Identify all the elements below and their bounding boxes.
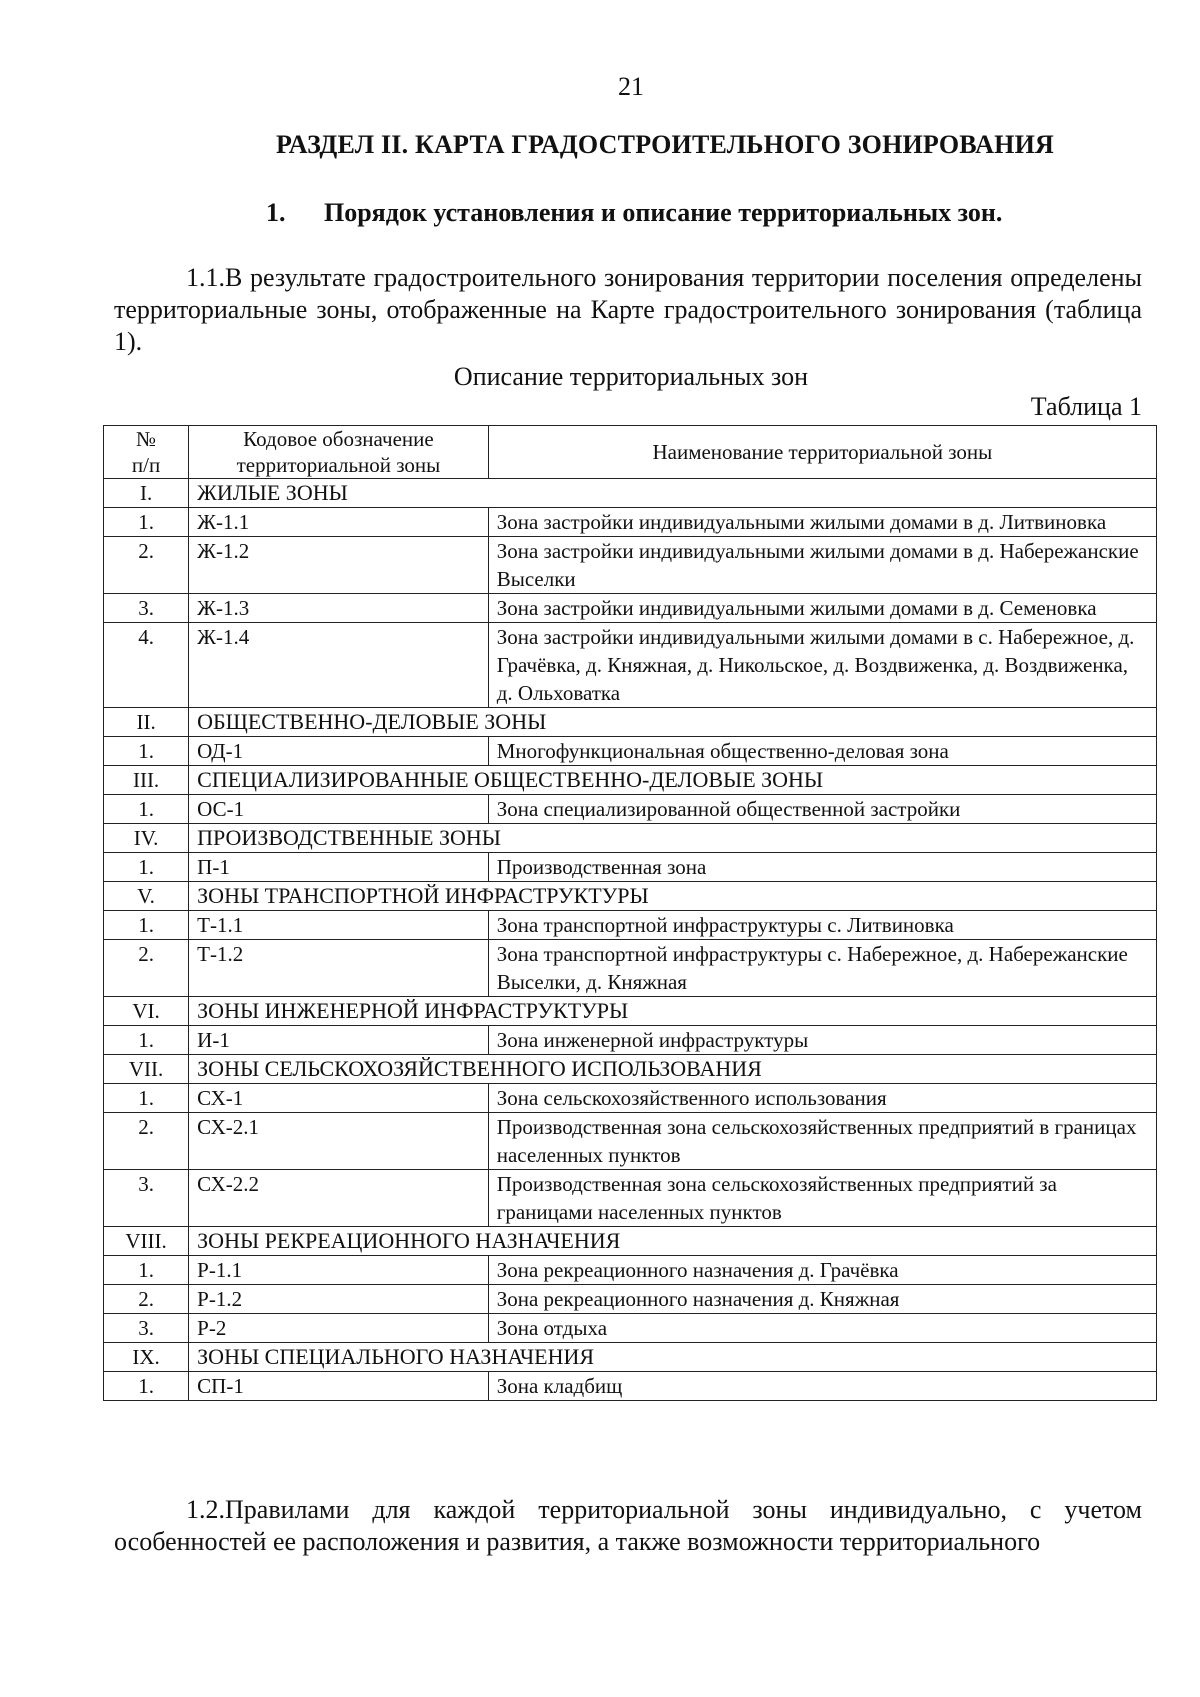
- group-number: IV.: [104, 824, 189, 853]
- zone-code: Ж-1.4: [189, 623, 489, 708]
- table-row: [104, 940, 1157, 997]
- row-number: 4.: [104, 623, 189, 708]
- zone-code: Ж-1.1: [189, 508, 489, 537]
- group-title: ПРОИЗВОДСТВЕННЫЕ ЗОНЫ: [189, 824, 1157, 853]
- row-number: 1.: [104, 508, 189, 537]
- header-name: Наименование территориальной зоны: [488, 426, 1156, 479]
- table-group-row: [104, 1227, 1157, 1256]
- zone-code: СХ-2.1: [189, 1113, 489, 1170]
- zone-code: Ж-1.2: [189, 537, 489, 594]
- table-row: [104, 1285, 1157, 1314]
- zone-name: Производственная зона сельскохозяйственных предприятий в границах населенных пунктов: [488, 1113, 1156, 1170]
- zone-name: Зона рекреационного назначения д. Грачёвка: [488, 1256, 1156, 1285]
- zone-name: Зона кладбищ: [488, 1372, 1156, 1401]
- paragraph-1-1: 1.1.В результате градостроительного зонирования территории поселения определены территориальные зоны, отображенные на Карте градостроительного зонирования (таблица 1).: [114, 263, 1142, 356]
- table-row: [104, 1026, 1157, 1055]
- table-row: [104, 737, 1157, 766]
- subsection-title: Порядок установления и описание территориальных зон.: [324, 198, 1003, 227]
- zone-name: Зона застройки индивидуальными жилыми домами в с. Набережное, д. Грачёвка, д. Княжная, д. Никольское, д. Воздвиженка, д. Воздвиженка, д. Ольховатка: [488, 623, 1156, 708]
- table-body: [104, 479, 1157, 1401]
- zone-code: СХ-1: [189, 1084, 489, 1113]
- row-number: 2.: [104, 1285, 189, 1314]
- zone-code: Р-2: [189, 1314, 489, 1343]
- table-row: [104, 537, 1157, 594]
- row-number: 1.: [104, 853, 189, 882]
- zone-code: Ж-1.3: [189, 594, 489, 623]
- zone-code: Т-1.2: [189, 940, 489, 997]
- subsection-heading: [266, 198, 1002, 228]
- zone-name: Зона отдыха: [488, 1314, 1156, 1343]
- row-number: 3.: [104, 594, 189, 623]
- table-label: Таблица 1: [1030, 392, 1142, 421]
- group-number: I.: [104, 479, 189, 508]
- table-row: [104, 1256, 1157, 1285]
- zone-code: Р-1.1: [189, 1256, 489, 1285]
- group-number: VIII.: [104, 1227, 189, 1256]
- table-group-row: [104, 766, 1157, 795]
- header-number-line1: №: [136, 427, 157, 451]
- table-row: [104, 508, 1157, 537]
- group-number: III.: [104, 766, 189, 795]
- zone-name: Производственная зона сельскохозяйственных предприятий за границами населенных пунктов: [488, 1170, 1156, 1227]
- table-caption: Описание территориальных зон: [453, 362, 809, 391]
- zone-name: Зона застройки индивидуальными жилыми домами в д. Семеновка: [488, 594, 1156, 623]
- zone-name: Многофункциональная общественно-деловая зона: [488, 737, 1156, 766]
- row-number: 3.: [104, 1170, 189, 1227]
- table-header-row: [104, 426, 1157, 479]
- zone-name: Зона транспортной инфраструктуры с. Набережное, д. Набережанские Выселки, д. Княжная: [488, 940, 1156, 997]
- table-row: [104, 1372, 1157, 1401]
- row-number: 3.: [104, 1314, 189, 1343]
- subsection-number: 1.: [266, 198, 286, 227]
- row-number: 2.: [104, 1113, 189, 1170]
- paragraph-1-2: 1.2.Правилами для каждой территориальной зоны индивидуально, с учетом особенностей ее расположения и развития, а также возможности территориального: [114, 1495, 1142, 1556]
- group-number: IX.: [104, 1343, 189, 1372]
- header-code-line2: территориальной зоны: [236, 453, 441, 477]
- row-number: 2.: [104, 537, 189, 594]
- zone-code: ОД-1: [189, 737, 489, 766]
- table-row: [104, 795, 1157, 824]
- row-number: 1.: [104, 1026, 189, 1055]
- group-title: СПЕЦИАЛИЗИРОВАННЫЕ ОБЩЕСТВЕННО-ДЕЛОВЫЕ ЗОНЫ: [189, 766, 1157, 795]
- zones-table: [103, 425, 1157, 1401]
- zone-name: Зона сельскохозяйственного использования: [488, 1084, 1156, 1113]
- zone-code: И-1: [189, 1026, 489, 1055]
- header-number-line2: п/п: [131, 453, 161, 477]
- group-title: ЗОНЫ РЕКРЕАЦИОННОГО НАЗНАЧЕНИЯ: [189, 1227, 1157, 1256]
- group-number: II.: [104, 708, 189, 737]
- zone-code: СХ-2.2: [189, 1170, 489, 1227]
- table-row: [104, 594, 1157, 623]
- group-title: ЗОНЫ ИНЖЕНЕРНОЙ ИНФРАСТРУКТУРЫ: [189, 997, 1157, 1026]
- row-number: 1.: [104, 737, 189, 766]
- zone-name: Зона застройки индивидуальными жилыми домами в д. Набережанские Выселки: [488, 537, 1156, 594]
- row-number: 1.: [104, 1256, 189, 1285]
- table-group-row: [104, 997, 1157, 1026]
- row-number: 1.: [104, 795, 189, 824]
- group-number: VII.: [104, 1055, 189, 1084]
- zone-name: Зона специализированной общественной застройки: [488, 795, 1156, 824]
- table-row: [104, 1113, 1157, 1170]
- zone-name: Зона транспортной инфраструктуры с. Литвиновка: [488, 911, 1156, 940]
- zone-name: Зона инженерной инфраструктуры: [488, 1026, 1156, 1055]
- group-title: ЗОНЫ ТРАНСПОРТНОЙ ИНФРАСТРУКТУРЫ: [189, 882, 1157, 911]
- zone-code: Р-1.2: [189, 1285, 489, 1314]
- table-group-row: [104, 824, 1157, 853]
- table-group-row: [104, 479, 1157, 508]
- group-number: V.: [104, 882, 189, 911]
- table-group-row: [104, 708, 1157, 737]
- zone-name: Производственная зона: [488, 853, 1156, 882]
- section-title: РАЗДЕЛ II. КАРТА ГРАДОСТРОИТЕЛЬНОГО ЗОНИРОВАНИЯ: [276, 130, 1054, 159]
- table-group-row: [104, 1343, 1157, 1372]
- row-number: 1.: [104, 911, 189, 940]
- zone-name: Зона рекреационного назначения д. Княжная: [488, 1285, 1156, 1314]
- zone-name: Зона застройки индивидуальными жилыми домами в д. Литвиновка: [488, 508, 1156, 537]
- header-code: [189, 426, 489, 479]
- page-number: 21: [618, 72, 644, 101]
- zone-code: Т-1.1: [189, 911, 489, 940]
- table-row: [104, 1170, 1157, 1227]
- table-row: [104, 1084, 1157, 1113]
- header-code-line1: Кодовое обозначение: [243, 427, 434, 451]
- group-title: ЖИЛЫЕ ЗОНЫ: [189, 479, 1157, 508]
- header-number: [104, 426, 189, 479]
- table-row: [104, 1314, 1157, 1343]
- table-row: [104, 623, 1157, 708]
- table-group-row: [104, 1055, 1157, 1084]
- table-group-row: [104, 882, 1157, 911]
- group-title: ОБЩЕСТВЕННО-ДЕЛОВЫЕ ЗОНЫ: [189, 708, 1157, 737]
- zone-code: СП-1: [189, 1372, 489, 1401]
- table-row: [104, 853, 1157, 882]
- group-number: VI.: [104, 997, 189, 1026]
- table-row: [104, 911, 1157, 940]
- row-number: 2.: [104, 940, 189, 997]
- row-number: 1.: [104, 1372, 189, 1401]
- zone-code: ОС-1: [189, 795, 489, 824]
- row-number: 1.: [104, 1084, 189, 1113]
- zone-code: П-1: [189, 853, 489, 882]
- group-title: ЗОНЫ СПЕЦИАЛЬНОГО НАЗНАЧЕНИЯ: [189, 1343, 1157, 1372]
- group-title: ЗОНЫ СЕЛЬСКОХОЗЯЙСТВЕННОГО ИСПОЛЬЗОВАНИЯ: [189, 1055, 1157, 1084]
